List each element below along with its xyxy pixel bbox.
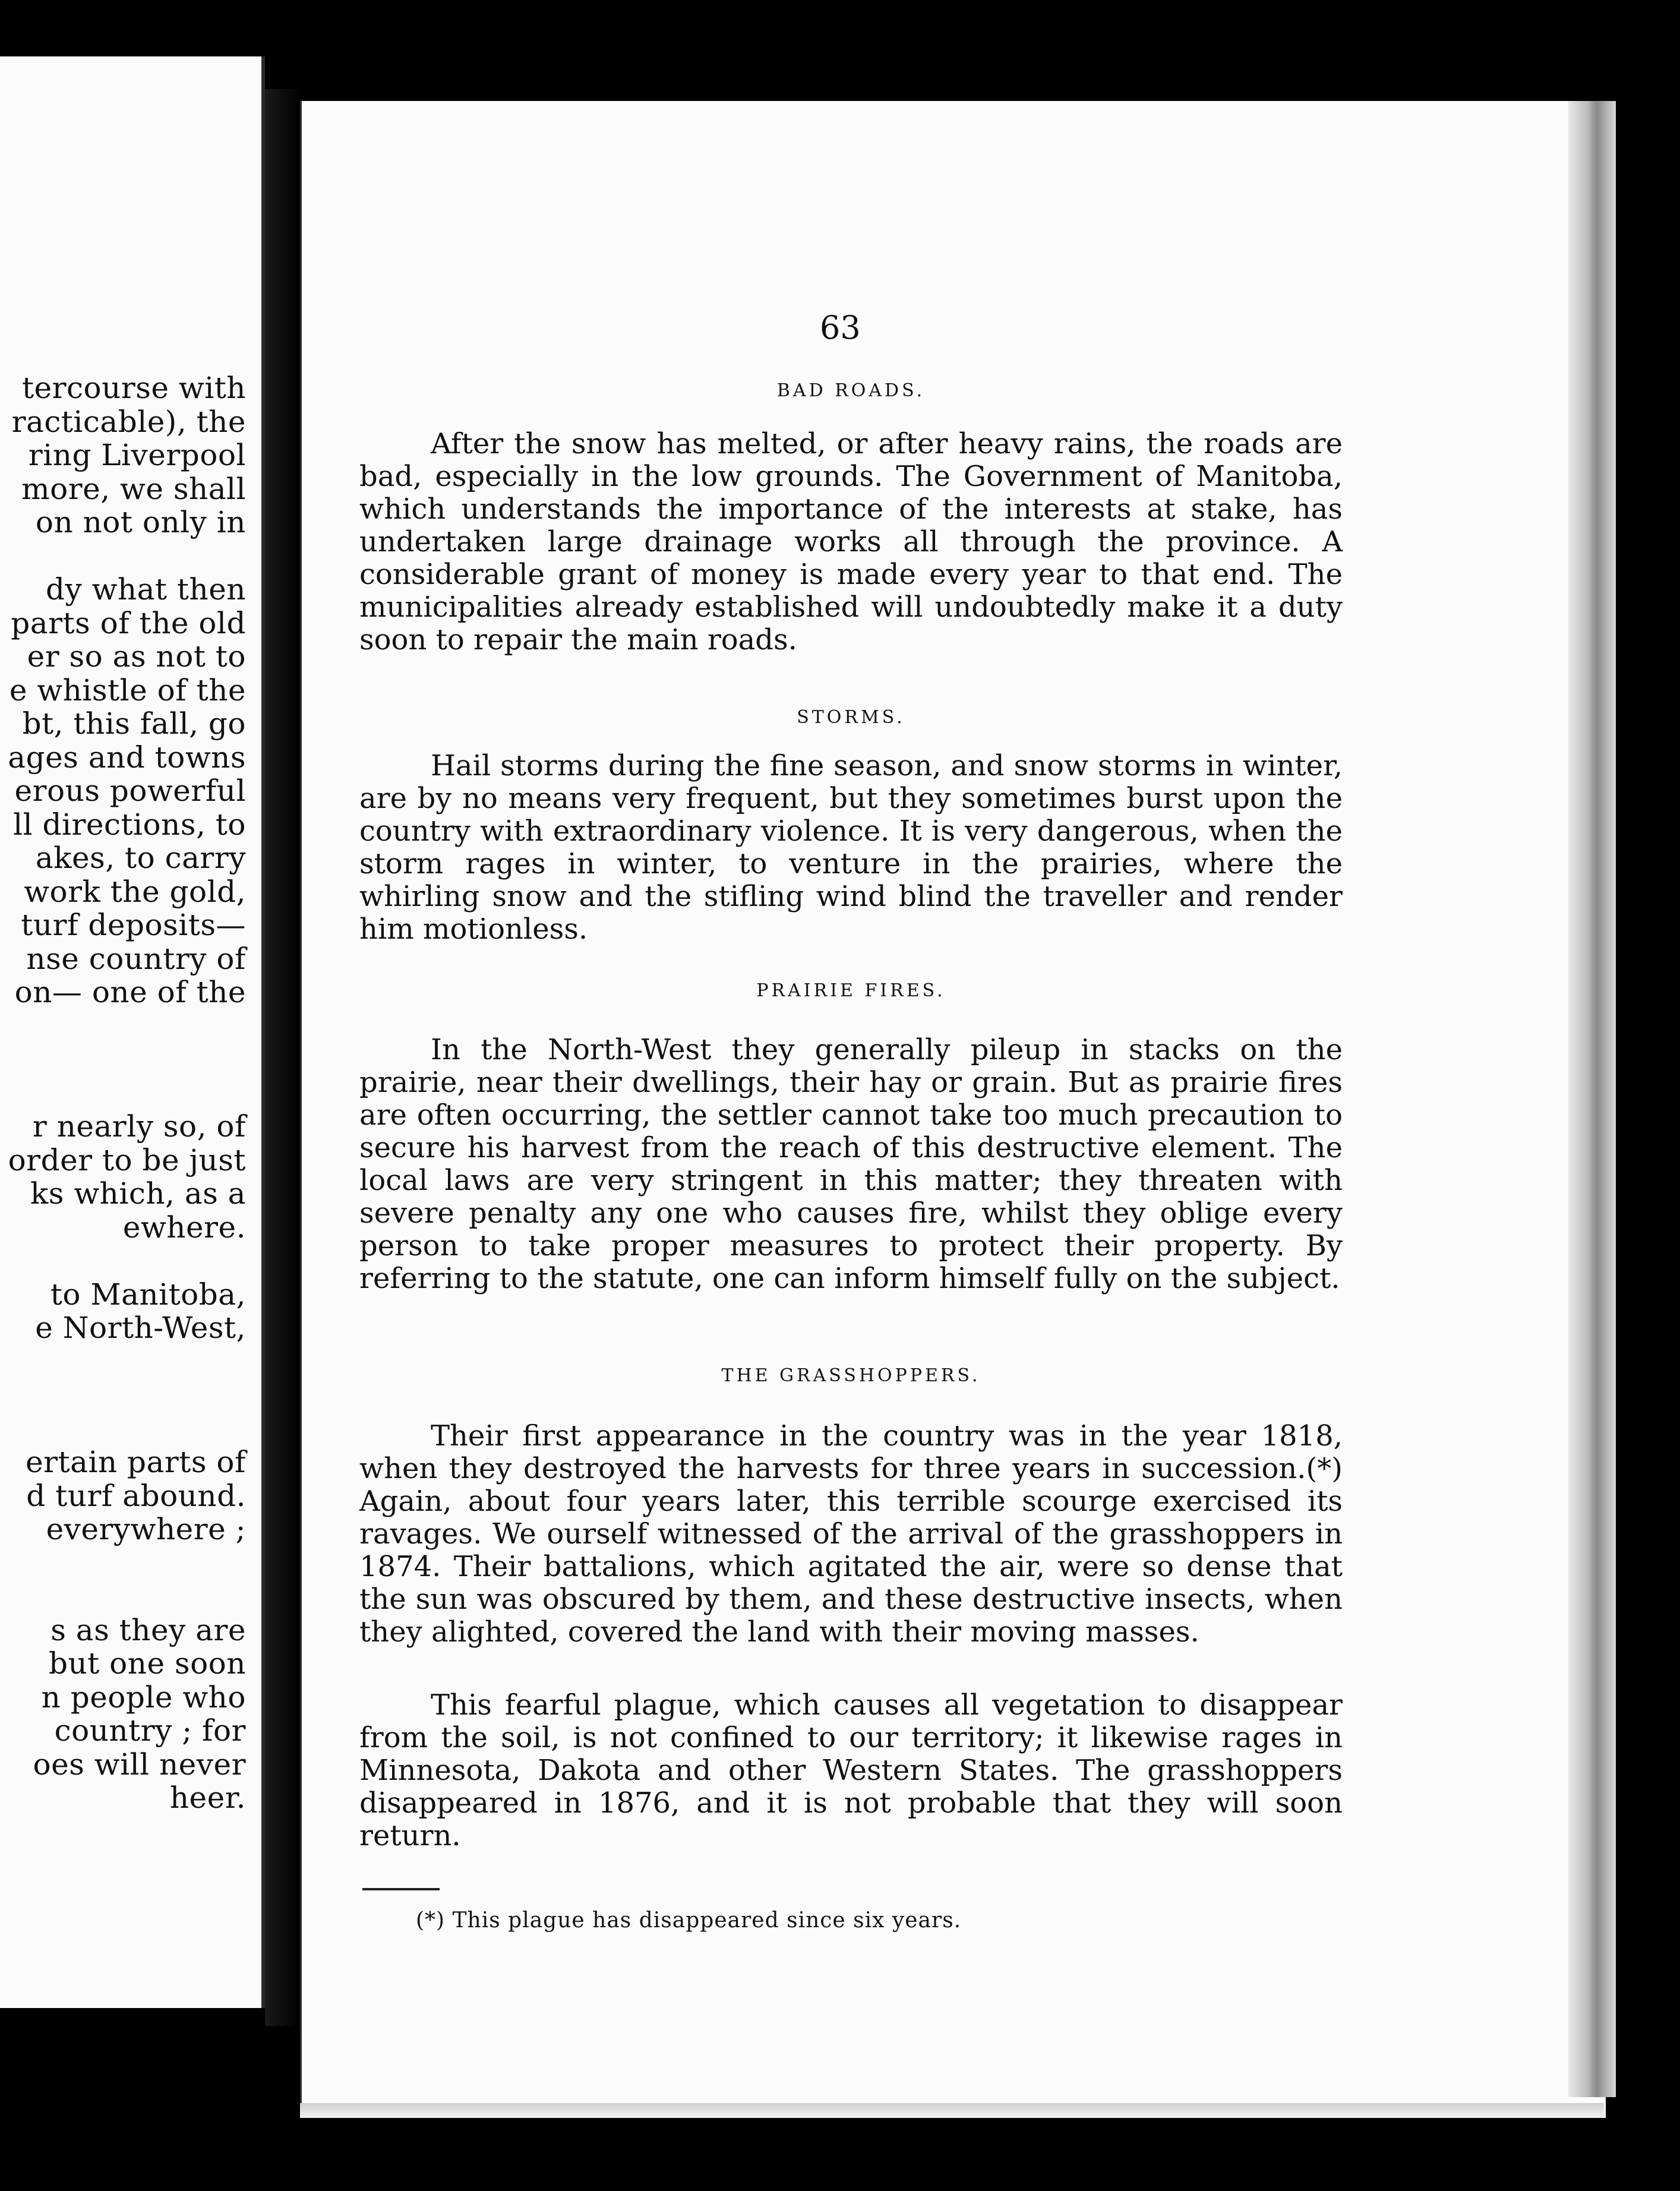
footnote: (*) This plague has disappeared since six years. (416, 1908, 962, 1933)
previous-page-line: ring Liverpool (28, 438, 246, 472)
footnote-rule (362, 1888, 440, 1890)
previous-page-line: ertain parts of (26, 1445, 246, 1479)
previous-page-line: more, we shall (21, 471, 246, 506)
previous-page-line: on not only in (35, 505, 246, 539)
previous-page-line: bt, this fall, go (22, 706, 246, 741)
previous-page-line: n people who (41, 1679, 246, 1715)
previous-page-line: e North-West, (35, 1311, 246, 1345)
previous-page-line: ewhere. (122, 1210, 246, 1245)
previous-page-line: ll directions, to (13, 807, 246, 842)
previous-page-line: racticable), the (11, 404, 246, 439)
heading-grasshoppers: THE GRASSHOPPERS. (721, 1365, 981, 1386)
previous-page-line: erous powerful (14, 774, 246, 808)
previous-page-line: e whistle of the (9, 673, 246, 708)
previous-page-line: dy what then (45, 572, 246, 607)
paragraph-grasshoppers-1: Their first appearance in the country was in the year 1818, when they destroyed the harvests for three years in succession.(*) Again, about four years later, this terrible scourge exercised its ravages. We ourself witnessed of the arrival of the grasshoppers in 1874. Their battalions, which agitated the air, were so dense that the sun was obscured by them, and these destructive insects, when they alighted, covered the land with their moving masses. (359, 1419, 1343, 1649)
previous-page-line: r nearly so, of (32, 1109, 246, 1144)
page-number: 63 (820, 309, 861, 346)
previous-page-line: to Manitoba, (50, 1277, 246, 1312)
paragraph-storms: Hail storms during the fine season, and snow storms in winter, are by no means very frequent, but they sometimes burst upon the country with extraordinary violence. It is very dangerous, when the storm rages in winter, to venture in the prairies, where the whirling snow and the stifling wind blind the traveller and render him motionless. (359, 749, 1343, 946)
previous-page-line: akes, to carry (35, 841, 246, 875)
previous-page-line: work the gold, (24, 874, 246, 909)
paragraph-prairie-fires: In the North-West they generally pileup in stacks on the prairie, near their dwellings, their hay or grain. But as prairie fires are often occurring, the settler cannot take too much precaution to secure his harvest from the reach of this destructive element. The local laws are very stringent in this matter; they threaten with severe penalty any one who causes fire, whilst they oblige every person to take proper measures to protect their property. By referring to the statute, one can inform himself fully on the subject. (359, 1033, 1343, 1295)
previous-page-line: d turf abound. (26, 1478, 246, 1513)
previous-page-line: heer. (169, 1780, 246, 1815)
previous-page-line: turf deposits— (21, 908, 246, 942)
paragraph-bad-roads: After the snow has melted, or after heavy rains, the roads are bad, especially in the low grounds. The Government of Manitoba, which understands the importance of the interests at stake, has undertaken large drainage works all through the province. A considerable grant of money is made every year to that end. The municipalities already established will undoubtedly make it a duty soon to repair the main roads. (359, 427, 1343, 656)
previous-page-line: tercourse with (21, 371, 246, 405)
previous-page-line: ks which, as a (30, 1176, 246, 1211)
previous-page-line: everywhere ; (46, 1512, 246, 1546)
previous-page-line: er so as not to (27, 639, 246, 674)
heading-bad-roads: BAD ROADS. (776, 380, 926, 401)
previous-page-line: oes will never (33, 1747, 246, 1782)
previous-page-line: country ; for (54, 1713, 246, 1748)
previous-page-line: order to be just (8, 1142, 246, 1177)
previous-page-line: nse country of (26, 941, 246, 976)
previous-page-line: on— one of the (14, 975, 246, 1009)
heading-storms: STORMS. (797, 707, 905, 728)
previous-page-text (0, 56, 261, 2008)
book-gutter (265, 89, 301, 2026)
heading-prairie-fires: PRAIRIE FIRES. (756, 980, 946, 1001)
page-edge (1568, 101, 1616, 2097)
previous-page-line: ages and towns (8, 740, 246, 775)
previous-page (0, 56, 265, 2008)
previous-page-line: parts of the old (11, 605, 246, 640)
page-bottom-edge (300, 2103, 1604, 2118)
previous-page-line: but one soon (48, 1646, 246, 1681)
paragraph-grasshoppers-2: This fearful plague, which causes all vegetation to disappear from the soil, is not confined to our territory; it likewise rages in Minnesota, Dakota and other Western States. The grasshoppers disappeared in 1876, and it is not probable that they will soon return. (359, 1688, 1343, 1852)
previous-page-line: s as they are (50, 1612, 246, 1647)
